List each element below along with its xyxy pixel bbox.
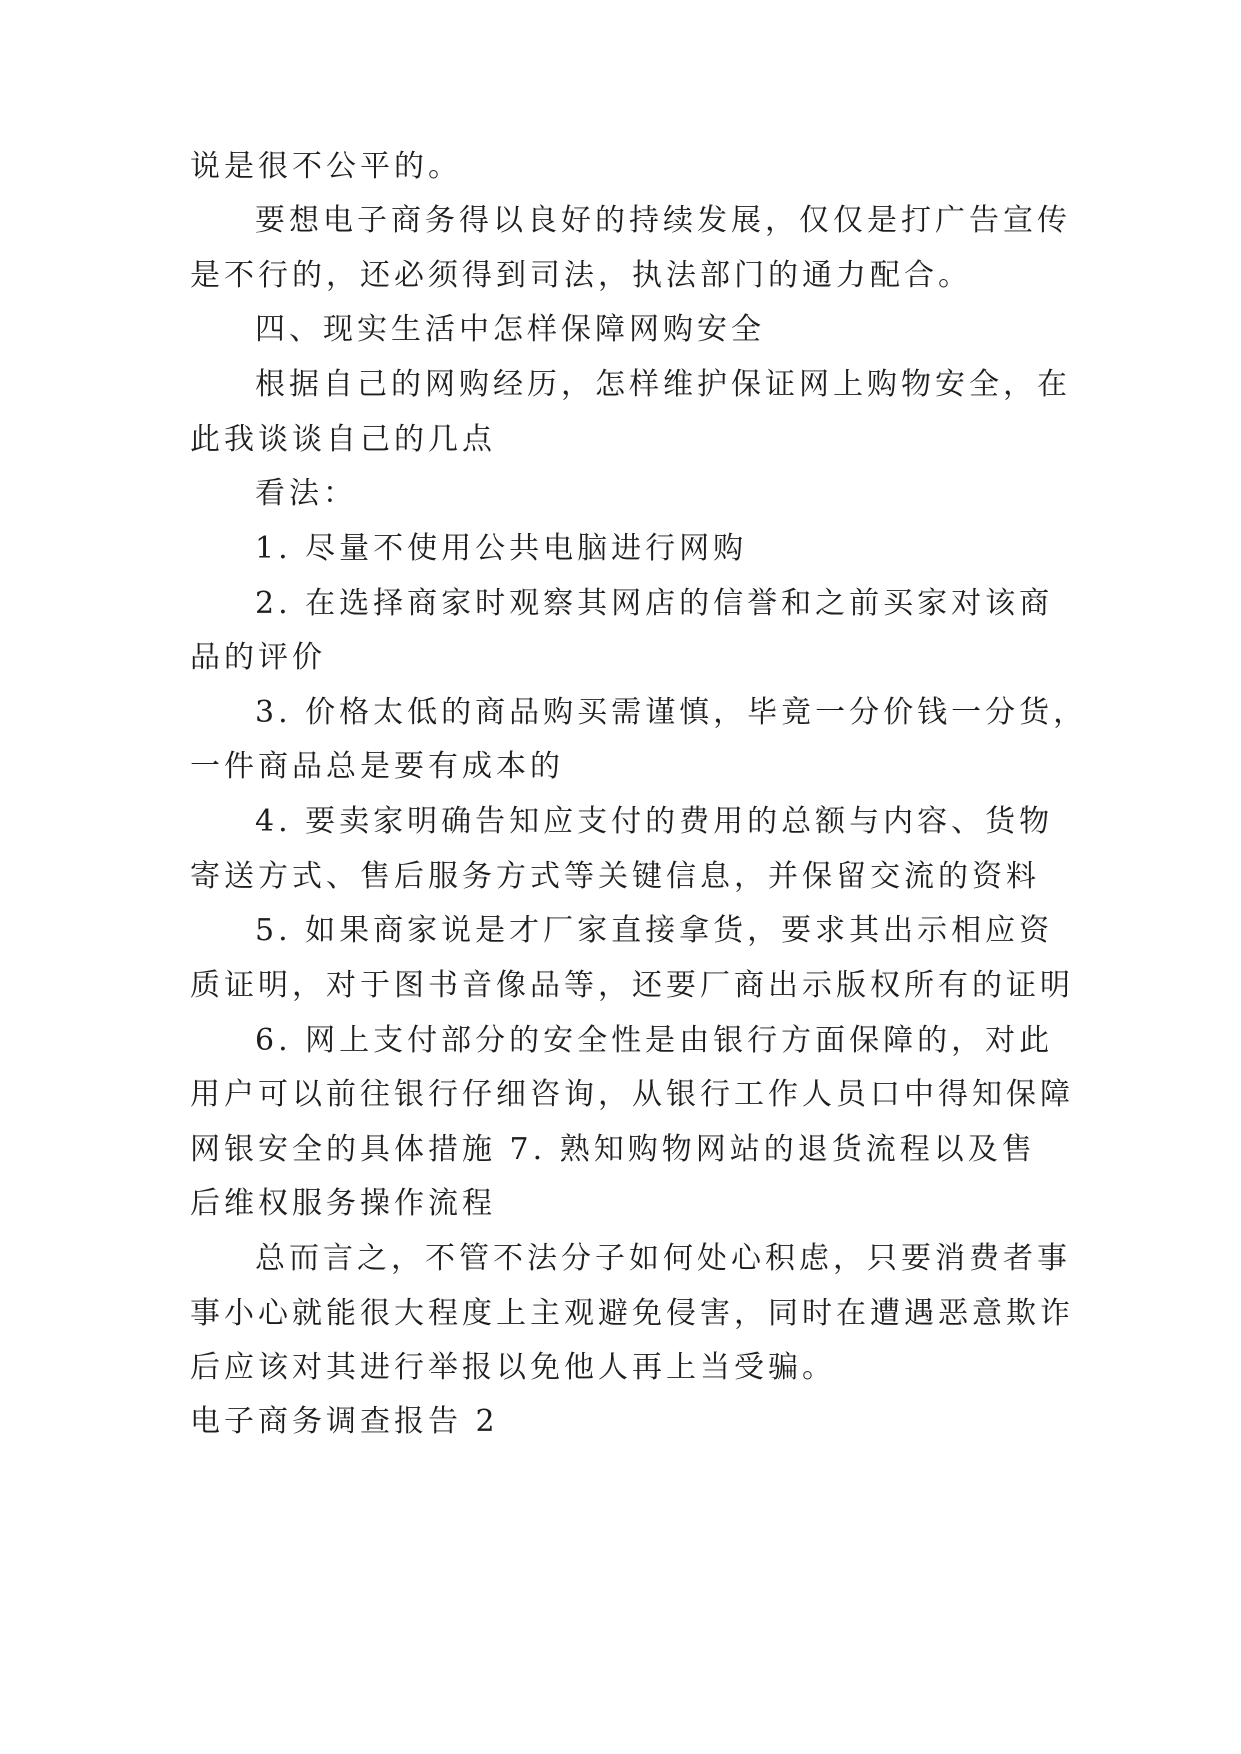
text-line: 事小心就能很大程度上主观避免侵害，同时在遭遇恶意欺诈 (190, 1296, 1074, 1331)
text-line: 总而言之，不管不法分子如何处心积虑，只要消费者事 (255, 1241, 1071, 1276)
list-item: 5. 如果商家说是才厂家直接拿货，要求其出示相应资 (255, 913, 1054, 948)
text-line: 根据自己的网购经历，怎样维护保证网上购物安全，在 (255, 367, 1071, 402)
document-title: 电子商务调查报告 2 (190, 1404, 499, 1439)
list-item: 2. 在选择商家时观察其网店的信誉和之前买家对该商 (255, 586, 1054, 621)
text-line: 寄送方式、售后服务方式等关键信息，并保留交流的资料 (190, 859, 1040, 894)
text-line: 后应该对其进行举报以免他人再上当受骗。 (190, 1350, 836, 1385)
text-line: 要想电子商务得以良好的持续发展，仅仅是打广告宣传 (255, 203, 1071, 238)
text-line: 此我谈谈自己的几点 (190, 422, 496, 457)
text-line: 说是很不公平的。 (190, 149, 462, 184)
text-line: 一件商品总是要有成本的 (190, 749, 564, 784)
text-line: 看法： (255, 476, 357, 511)
list-item: 4. 要卖家明确告知应支付的费用的总额与内容、货物 (255, 804, 1054, 839)
section-heading: 四、现实生活中怎样保障网购安全 (255, 312, 765, 347)
text-line: 质证明，对于图书音像品等，还要厂商出示版权所有的证明 (190, 968, 1074, 1003)
list-item: 1. 尽量不使用公共电脑进行网购 (255, 531, 748, 566)
text-line: 网银安全的具体措施 7. 熟知购物网站的退货流程以及售 (190, 1132, 1036, 1167)
list-item: 3. 价格太低的商品购买需谨慎，毕竟一分价钱一分货， (255, 695, 1088, 730)
text-line: 品的评价 (190, 640, 326, 675)
text-line: 是不行的，还必须得到司法，执法部门的通力配合。 (190, 258, 972, 293)
text-line: 用户可以前往银行仔细咨询，从银行工作人员口中得知保障 (190, 1077, 1074, 1112)
text-line: 后维权服务操作流程 (190, 1186, 496, 1221)
list-item: 6. 网上支付部分的安全性是由银行方面保障的，对此 (255, 1023, 1054, 1058)
